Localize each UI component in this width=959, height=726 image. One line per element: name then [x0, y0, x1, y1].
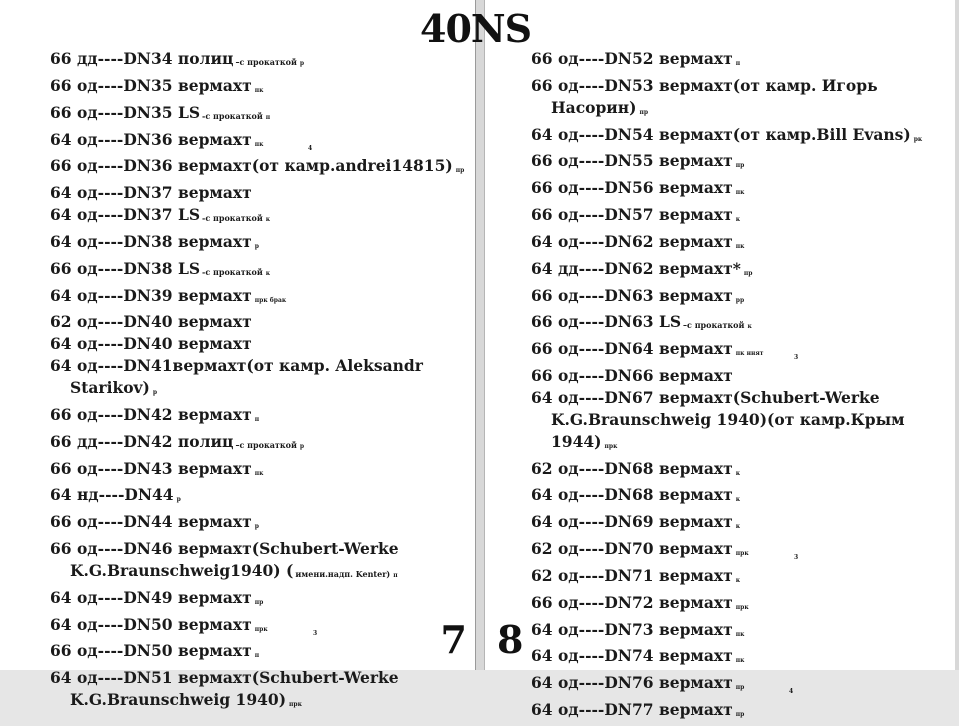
- inventory-line: [50, 458, 475, 485]
- line-mark: пр: [639, 108, 649, 116]
- line-text: 66 од----DN63 LS: [531, 312, 682, 332]
- line-mark: прк: [735, 603, 749, 611]
- line-text: 66 дд----DN42 полиц: [50, 431, 234, 451]
- page-gutter: [476, 0, 484, 670]
- line-mark: пк: [254, 469, 264, 477]
- line-mark: к: [735, 469, 741, 477]
- line-mark: п: [393, 571, 398, 579]
- line-note: имени.надп. Kenter): [295, 568, 391, 579]
- line-mark: к: [747, 323, 752, 331]
- line-text: 66 од----DN42 вермахт: [50, 404, 252, 424]
- line-text: 62 од----DN68 вермахт: [531, 458, 733, 478]
- inventory-line: [531, 538, 955, 565]
- line-text: 62 од----DN70 вермахт: [531, 539, 733, 559]
- page-number-right: 8: [497, 617, 524, 662]
- line-text: 64 од----DN37 вермахт: [50, 183, 252, 203]
- line-mark: пк: [735, 189, 745, 197]
- line-mark: прк брак: [254, 296, 287, 304]
- line-text: 64 од----DN38 вермахт: [50, 231, 252, 251]
- inventory-line: [50, 258, 475, 285]
- inventory-line: [50, 538, 475, 587]
- inventory-line: [50, 102, 475, 129]
- inventory-line: [50, 204, 475, 231]
- inventory-line: [531, 177, 955, 204]
- line-mark: р: [176, 496, 181, 504]
- line-text: 64 од----DN76 вермахт: [531, 673, 733, 693]
- line-text: 64 од----DN73 вермахт: [531, 619, 733, 639]
- line-text: 64 од----DN69 вермахт: [531, 512, 733, 532]
- line-text: 66 од----DN53 вермахт(от камр. Игорь: [531, 75, 878, 95]
- line-text: 64 од----DN68 вермахт: [531, 485, 733, 505]
- inventory-line: [531, 619, 955, 646]
- line-extra-mark: 3: [794, 554, 799, 562]
- line-extra-mark: 3: [794, 354, 799, 362]
- line-text: 64 од----DN36 вермахт: [50, 129, 252, 149]
- page-right: [484, 0, 956, 720]
- inventory-line: [50, 75, 475, 102]
- window-edge: [955, 0, 959, 670]
- inventory-line: [531, 75, 955, 124]
- inventory-line: [50, 355, 475, 404]
- inventory-line: [531, 699, 955, 726]
- line-mark: к: [265, 269, 271, 277]
- line-mark: р: [152, 388, 158, 396]
- line-note: -с прокаткой: [202, 110, 263, 121]
- inventory-line: [531, 387, 955, 458]
- line-mark: пр: [735, 162, 745, 170]
- line-extra-mark: 4: [308, 144, 313, 152]
- page-left: [0, 0, 476, 710]
- line-mark: пк: [735, 242, 745, 250]
- line-text: 66 дд----DN34 полиц: [50, 49, 234, 68]
- inventory-line: [531, 285, 955, 312]
- line-mark: к: [735, 496, 741, 504]
- inventory-line: [50, 587, 475, 614]
- page-number-left: 7: [440, 617, 467, 662]
- line-text: 66 од----DN52 вермахт: [531, 49, 733, 68]
- inventory-line: [531, 672, 955, 699]
- line-text: 64 од----DN37 LS: [50, 205, 201, 225]
- line-continuation: Starikov) р: [70, 377, 158, 397]
- line-text: 64 од----DN77 вермахт: [531, 700, 733, 720]
- inventory-line: [531, 592, 955, 619]
- line-mark: п: [735, 60, 741, 67]
- inventory-line: [50, 231, 475, 258]
- line-text: 64 од----DN49 вермахт: [50, 587, 252, 607]
- line-mark: пк ннят: [735, 350, 764, 358]
- line-mark: пр: [743, 269, 753, 277]
- line-mark: пр: [735, 684, 745, 692]
- line-text: 66 од----DN63 вермахт: [531, 285, 733, 305]
- line-mark: прк: [604, 442, 618, 450]
- line-mark: рр: [735, 296, 745, 304]
- inventory-line: [531, 484, 955, 511]
- inventory-line: [50, 431, 475, 458]
- inventory-line: [50, 484, 475, 511]
- line-text: 66 од----DN35 LS: [50, 102, 201, 122]
- inventory-line: [50, 311, 475, 333]
- line-mark: прк: [289, 701, 302, 709]
- line-continuation: K.G.Braunschweig1940) ( имени.надп. Kenter) п: [70, 560, 398, 580]
- line-mark: р: [254, 523, 259, 531]
- line-mark: прк: [735, 550, 749, 558]
- line-note: -с прокаткой: [202, 266, 263, 277]
- line-text: 64 од----DN40 вермахт: [50, 334, 252, 354]
- line-mark: к: [735, 523, 741, 531]
- inventory-line: [50, 155, 475, 182]
- line-text: 62 од----DN71 вермахт: [531, 565, 733, 585]
- inventory-line: [531, 365, 955, 387]
- left-page-lines: [50, 48, 475, 716]
- line-mark: п: [254, 415, 260, 423]
- line-text: 64 од----DN50 вермахт: [50, 614, 252, 634]
- line-text: 66 од----DN44 вермахт: [50, 512, 252, 532]
- line-text: 64 од----DN54 вермахт(от камр.Bill Evans): [531, 124, 911, 144]
- inventory-line: [50, 511, 475, 538]
- line-text: 66 од----DN72 вермахт: [531, 592, 733, 612]
- inventory-line: [531, 124, 955, 151]
- line-mark: пр: [455, 167, 465, 175]
- line-note: –с прокаткой: [235, 439, 297, 450]
- inventory-line: [50, 285, 475, 312]
- line-mark: р: [254, 242, 259, 250]
- line-extra-mark: 3: [313, 629, 318, 637]
- line-mark: р: [299, 442, 305, 450]
- line-text: 64 од----DN67 вермахт(Schubert-Werke: [531, 387, 880, 407]
- inventory-line: [531, 311, 955, 338]
- line-mark: пк: [735, 630, 745, 638]
- line-text: 64 од----DN39 вермахт: [50, 285, 252, 305]
- line-continuation: 1944) прк: [551, 431, 618, 451]
- line-continuation: K.G.Braunschweig 1940) прк: [70, 690, 302, 710]
- line-mark: прк: [254, 625, 268, 633]
- line-text: 66 од----DN43 вермахт: [50, 458, 252, 478]
- inventory-line: [50, 182, 475, 204]
- line-text: 66 од----DN38 LS: [50, 258, 201, 278]
- line-mark: пк: [254, 140, 264, 148]
- line-text: 64 нд----DN44: [50, 485, 174, 505]
- inventory-line: [531, 231, 955, 258]
- document-title: 40NS: [420, 6, 532, 51]
- line-mark: к: [265, 216, 271, 224]
- line-note: -с прокаткой: [202, 213, 263, 224]
- inventory-line: [531, 645, 955, 672]
- inventory-line: [531, 338, 955, 365]
- inventory-line: [50, 48, 475, 75]
- line-text: 62 од----DN40 вермахт: [50, 312, 252, 332]
- line-text: 66 од----DN64 вермахт: [531, 339, 733, 359]
- line-continuation: K.G.Braunschweig 1940)(от камр.Крым: [551, 409, 905, 429]
- line-text: 64 од----DN74 вермахт: [531, 646, 733, 666]
- line-text: 66 од----DN46 вермахт(Schubert-Werke: [50, 539, 399, 559]
- line-mark: пк: [735, 657, 745, 665]
- line-text: 66 од----DN57 вермахт: [531, 205, 733, 225]
- line-text: 66 од----DN36 вермахт(от камр.andrei14815): [50, 156, 453, 176]
- inventory-line: [531, 511, 955, 538]
- line-text: 64 дд----DN62 вермахт*: [531, 258, 741, 278]
- line-mark: к: [735, 216, 741, 224]
- line-text: 66 од----DN56 вермахт: [531, 178, 733, 198]
- inventory-line: [50, 640, 475, 667]
- line-mark: пр: [735, 711, 745, 719]
- right-page-lines: [531, 48, 955, 726]
- line-mark: рк: [913, 135, 923, 143]
- inventory-line: [531, 258, 955, 285]
- inventory-line: [50, 614, 475, 641]
- line-text: 66 од----DN55 вермахт: [531, 151, 733, 171]
- line-mark: п: [265, 113, 271, 121]
- line-text: 66 од----DN35 вермахт: [50, 75, 252, 95]
- line-text: 66 од----DN50 вермахт: [50, 641, 252, 661]
- inventory-line: [531, 458, 955, 485]
- line-mark: п: [254, 652, 260, 660]
- inventory-line: [531, 565, 955, 592]
- line-text: 64 од----DN41вермахт(от камр. Aleksandr: [50, 356, 423, 376]
- line-text: 64 од----DN62 вермахт: [531, 231, 733, 251]
- inventory-line: [531, 204, 955, 231]
- inventory-line: [50, 667, 475, 716]
- inventory-line: [50, 404, 475, 431]
- inventory-line: [50, 129, 475, 156]
- line-text: 66 од----DN66 вермахт: [531, 366, 733, 386]
- inventory-line: [531, 48, 955, 75]
- line-extra-mark: 4: [789, 688, 794, 696]
- line-mark: пк: [254, 86, 264, 94]
- line-continuation: Насорин) пр: [551, 97, 649, 117]
- line-note: –с прокаткой: [683, 320, 745, 331]
- line-mark: р: [299, 60, 305, 67]
- line-mark: пр: [254, 598, 264, 606]
- inventory-line: [50, 333, 475, 355]
- line-mark: к: [735, 576, 741, 584]
- line-note: –с прокаткой: [235, 57, 297, 67]
- inventory-line: [531, 150, 955, 177]
- line-text: 64 од----DN51 вермахт(Schubert-Werke: [50, 668, 399, 688]
